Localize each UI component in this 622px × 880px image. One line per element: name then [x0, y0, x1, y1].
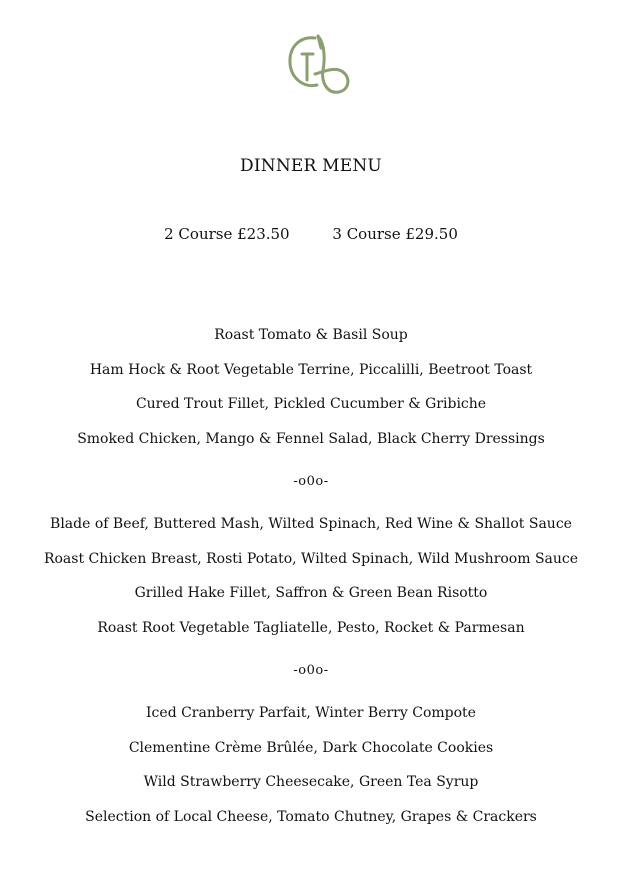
starter-item: Ham Hock & Root Vegetable Terrine, Piccalilli, Beetroot Toast	[89, 362, 533, 378]
dessert-item: Iced Cranberry Parfait, Winter Berry Compote	[146, 705, 476, 721]
section-separator: -o0o-	[293, 474, 329, 489]
menu-title: DINNER MENU	[240, 156, 382, 176]
price-line	[0, 225, 622, 243]
starter-item: Cured Trout Fillet, Pickled Cucumber & Gribiche	[135, 396, 487, 412]
starter-item: Roast Tomato & Basil Soup	[214, 327, 408, 343]
main-item: Roast Root Vegetable Tagliatelle, Pesto, Rocket & Parmesan	[97, 620, 525, 636]
starter-item: Smoked Chicken, Mango & Fennel Salad, Black Cherry Dressings	[77, 431, 545, 447]
two-course-price: 2 Course £23.50	[164, 225, 290, 243]
cl-monogram-logo	[285, 30, 353, 98]
three-course-price: 3 Course £29.50	[332, 225, 458, 243]
main-item: Roast Chicken Breast, Rosti Potato, Wilted Spinach, Wild Mushroom Sauce	[43, 551, 579, 567]
main-item: Grilled Hake Fillet, Saffron & Green Bean Risotto	[134, 585, 488, 601]
main-item: Blade of Beef, Buttered Mash, Wilted Spinach, Red Wine & Shallot Sauce	[50, 516, 572, 532]
dessert-item: Wild Strawberry Cheesecake, Green Tea Syrup	[143, 774, 479, 790]
dessert-item: Selection of Local Cheese, Tomato Chutney, Grapes & Crackers	[85, 809, 537, 825]
dessert-item: Clementine Crème Brûlée, Dark Chocolate Cookies	[128, 740, 494, 756]
section-separator: -o0o-	[293, 663, 329, 678]
